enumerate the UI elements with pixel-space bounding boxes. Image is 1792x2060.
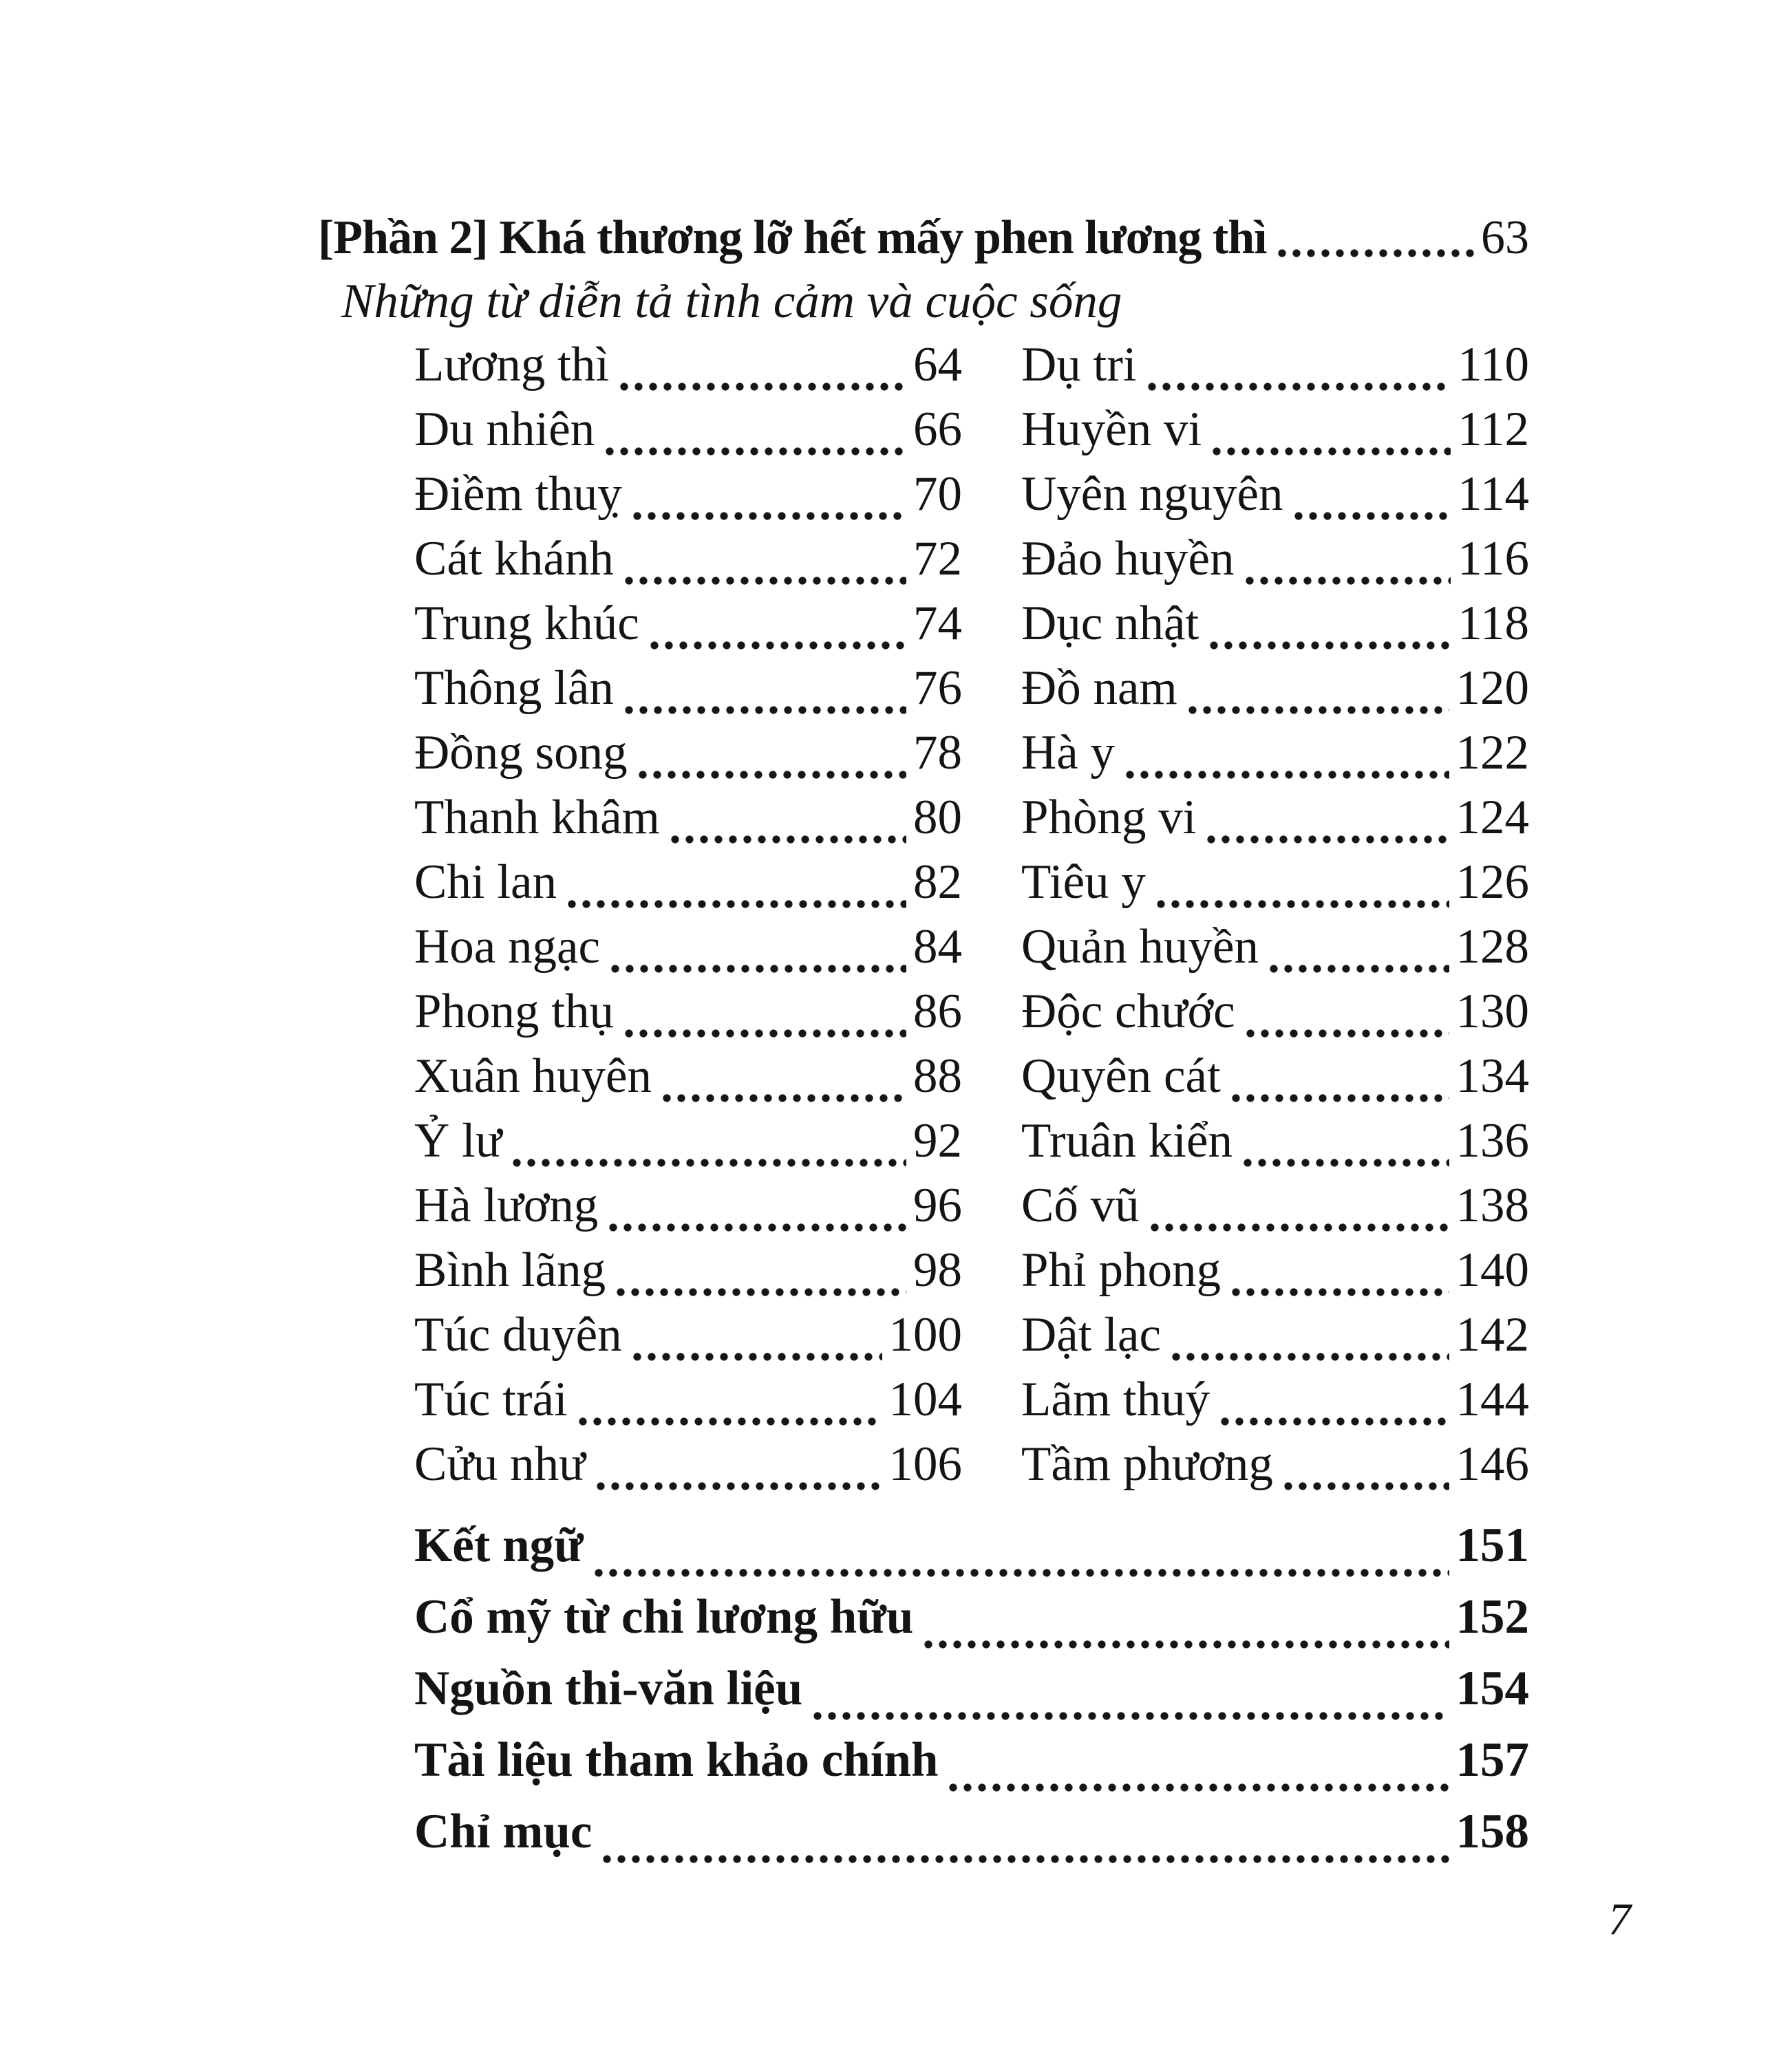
toc-entry-page: 100 xyxy=(888,1308,962,1362)
dot-leader xyxy=(632,511,906,522)
toc-entry-term: Hà y xyxy=(1021,726,1116,780)
toc-entry-term: Đồng song xyxy=(414,726,628,780)
dot-leader xyxy=(1242,1157,1449,1168)
toc-entry-row xyxy=(1021,984,1529,1049)
toc-entry-row xyxy=(414,1243,962,1307)
dot-leader xyxy=(1155,899,1449,910)
toc-entry-page: 112 xyxy=(1458,403,1529,456)
dot-leader xyxy=(649,640,906,651)
toc-entry-term: Thanh khâm xyxy=(414,791,660,844)
toc-entry-row xyxy=(414,1661,1529,1732)
toc-entry-row xyxy=(1021,855,1529,919)
toc-entry-row xyxy=(414,1437,962,1501)
toc-entry-term: Túc trái xyxy=(414,1373,568,1426)
toc-entry-page: 140 xyxy=(1455,1243,1529,1297)
toc-entry-row xyxy=(414,790,962,855)
toc-entry-page: 146 xyxy=(1455,1437,1529,1491)
toc-entry-page: 88 xyxy=(913,1049,962,1103)
toc-entry-row xyxy=(1021,1243,1529,1307)
toc-entry-page: 80 xyxy=(913,791,962,844)
dot-leader xyxy=(595,1481,882,1492)
toc-entry-term: Đồ nam xyxy=(1021,661,1177,715)
toc-entry-term: Xuân huyên xyxy=(414,1049,652,1103)
dot-leader xyxy=(1171,1351,1449,1362)
toc-entry-term: Phỉ phong xyxy=(1021,1243,1221,1297)
dot-leader xyxy=(604,446,906,457)
toc-entry-page: 66 xyxy=(913,403,962,456)
toc-entry-row xyxy=(414,402,962,466)
toc-entry-page: 92 xyxy=(913,1114,962,1168)
toc-entry-term: Uyên nguyên xyxy=(1021,467,1283,521)
toc-entry-page: 122 xyxy=(1455,726,1529,780)
toc-entry-page: 151 xyxy=(1455,1519,1529,1572)
section-subtitle: Những từ diễn tả tình cảm và cuộc sống xyxy=(341,275,1122,328)
toc-footer-list xyxy=(414,1518,1529,1876)
dot-leader xyxy=(601,1854,1449,1865)
toc-entry-row xyxy=(414,337,962,402)
toc-entry-term: Cát khánh xyxy=(414,532,614,586)
toc-entry-row xyxy=(414,1178,962,1243)
dot-leader xyxy=(1277,248,1474,259)
toc-entry-row xyxy=(414,1804,1529,1876)
toc-entry-row xyxy=(1021,1307,1529,1372)
toc-entry-term: Cửu như xyxy=(414,1437,586,1491)
toc-entry-page: 110 xyxy=(1458,338,1529,391)
section-page-number: 63 xyxy=(1481,211,1529,264)
toc-entry-page: 144 xyxy=(1455,1373,1529,1426)
section-title-row xyxy=(318,206,1529,270)
toc-entry-row xyxy=(1021,531,1529,596)
toc-entry-term: Cổ mỹ từ chi lương hữu xyxy=(414,1590,914,1644)
toc-entry-row xyxy=(414,596,962,661)
toc-entry-row xyxy=(1021,1049,1529,1113)
toc-entry-page: 70 xyxy=(913,467,962,521)
dot-leader xyxy=(1283,1481,1449,1492)
dot-leader xyxy=(637,769,906,780)
toc-entry-page: 82 xyxy=(913,855,962,909)
toc-column-left xyxy=(414,337,962,1501)
toc-entry-page: 74 xyxy=(913,597,962,650)
toc-entry-term: Hoa ngạc xyxy=(414,920,601,974)
toc-entry-row xyxy=(414,855,962,919)
folio-page-number: 7 xyxy=(1608,1894,1631,1944)
toc-entry-page: 120 xyxy=(1455,661,1529,715)
toc-entry-page: 104 xyxy=(888,1373,962,1426)
dot-leader xyxy=(1230,1287,1449,1298)
dot-leader xyxy=(619,381,906,392)
dot-leader xyxy=(661,1093,906,1104)
toc-entry-row xyxy=(414,1307,962,1372)
toc-entry-term: Túc duyên xyxy=(414,1308,622,1362)
toc-entry-row xyxy=(414,1518,1529,1589)
dot-leader xyxy=(608,1222,906,1233)
toc-entry-row xyxy=(1021,1372,1529,1437)
toc-entry-term: Quyên cát xyxy=(1021,1049,1221,1103)
dot-leader xyxy=(1124,769,1449,780)
toc-entry-term: Dụ tri xyxy=(1021,338,1137,391)
toc-entry-term: Độc chước xyxy=(1021,985,1235,1038)
dot-leader xyxy=(615,1287,906,1298)
dot-leader xyxy=(632,1351,882,1362)
dot-leader xyxy=(1293,511,1451,522)
toc-entry-row xyxy=(414,661,962,725)
toc-entry-page: 157 xyxy=(1455,1733,1529,1787)
toc-entry-row xyxy=(414,1049,962,1113)
dot-leader xyxy=(670,834,906,845)
toc-entry-term: Kết ngữ xyxy=(414,1519,584,1572)
dot-leader xyxy=(623,705,906,716)
toc-entry-row xyxy=(1021,661,1529,725)
dot-leader xyxy=(577,1416,882,1427)
toc-entry-page: 158 xyxy=(1455,1805,1529,1858)
toc-entry-page: 134 xyxy=(1455,1049,1529,1103)
dot-leader xyxy=(623,575,906,586)
toc-entry-term: Ỷ lư xyxy=(414,1114,502,1168)
toc-entry-page: 64 xyxy=(913,338,962,391)
table-of-contents xyxy=(318,206,1529,1876)
toc-entry-row xyxy=(414,466,962,531)
toc-entry-row xyxy=(414,531,962,596)
toc-entry-row xyxy=(1021,337,1529,402)
toc-entry-row xyxy=(1021,1178,1529,1243)
toc-entry-term: Điềm thuỵ xyxy=(414,467,622,521)
toc-entry-page: 116 xyxy=(1458,532,1529,586)
toc-entry-row xyxy=(1021,725,1529,790)
toc-entry-term: Phòng vi xyxy=(1021,791,1197,844)
toc-entry-term: Lương thì xyxy=(414,338,610,391)
toc-entry-page: 86 xyxy=(913,985,962,1038)
toc-entry-term: Lãm thuý xyxy=(1021,1373,1210,1426)
toc-entry-page: 98 xyxy=(913,1243,962,1297)
dot-leader xyxy=(1211,446,1451,457)
toc-entry-term: Chi lan xyxy=(414,855,557,909)
dot-leader xyxy=(610,963,906,974)
toc-entry-page: 130 xyxy=(1455,985,1529,1038)
toc-column-right xyxy=(1021,337,1529,1501)
toc-entry-term: Phong thụ xyxy=(414,985,614,1038)
toc-entry-row xyxy=(1021,1437,1529,1501)
dot-leader xyxy=(1219,1416,1449,1427)
dot-leader xyxy=(566,899,906,910)
toc-entry-page: 126 xyxy=(1455,855,1529,909)
dot-leader xyxy=(948,1782,1449,1793)
toc-entry-term: Hà lương xyxy=(414,1179,599,1232)
toc-entry-term: Bình lãng xyxy=(414,1243,606,1297)
toc-entry-row xyxy=(1021,466,1529,531)
dot-leader xyxy=(1244,575,1451,586)
toc-entry-page: 96 xyxy=(913,1179,962,1232)
toc-entry-term: Tiêu y xyxy=(1021,855,1146,909)
dot-leader xyxy=(1187,705,1449,716)
toc-entry-row xyxy=(414,1589,1529,1661)
toc-entry-page: 154 xyxy=(1455,1662,1529,1715)
toc-entry-term: Tài liệu tham khảo chính xyxy=(414,1733,939,1787)
toc-entry-page: 106 xyxy=(888,1437,962,1491)
dot-leader xyxy=(812,1710,1449,1721)
toc-entry-term: Dục nhật xyxy=(1021,597,1199,650)
toc-entry-page: 118 xyxy=(1458,597,1529,650)
dot-leader xyxy=(1230,1093,1449,1104)
toc-entry-term: Du nhiên xyxy=(414,403,595,456)
toc-entry-page: 114 xyxy=(1458,467,1529,521)
toc-entry-row xyxy=(1021,919,1529,984)
dot-leader xyxy=(1146,381,1451,392)
section-title: [Phần 2] Khá thương lỡ hết mấy phen lương thì xyxy=(318,211,1267,264)
toc-entry-page: 142 xyxy=(1455,1308,1529,1362)
dot-leader xyxy=(623,1028,906,1039)
toc-entry-row xyxy=(414,984,962,1049)
toc-entry-term: Truân kiển xyxy=(1021,1114,1233,1168)
toc-entry-row xyxy=(414,725,962,790)
toc-entry-row xyxy=(1021,596,1529,661)
toc-entry-row xyxy=(414,1113,962,1178)
toc-entry-term: Đảo huyền xyxy=(1021,532,1235,586)
toc-entry-term: Tầm phương xyxy=(1021,1437,1273,1491)
toc-entry-row xyxy=(1021,1113,1529,1178)
toc-entry-page: 76 xyxy=(913,661,962,715)
toc-entry-page: 78 xyxy=(913,726,962,780)
dot-leader xyxy=(1208,640,1451,651)
toc-entry-term: Dật lạc xyxy=(1021,1308,1162,1362)
toc-entry-page: 136 xyxy=(1455,1114,1529,1168)
dot-leader xyxy=(1206,834,1449,845)
dot-leader xyxy=(1268,963,1449,974)
toc-entry-term: Quản huyền xyxy=(1021,920,1259,974)
toc-entry-page: 138 xyxy=(1455,1179,1529,1232)
dot-leader xyxy=(511,1157,906,1168)
toc-entry-row xyxy=(1021,790,1529,855)
dot-leader xyxy=(1149,1222,1449,1233)
toc-entry-term: Huyền vi xyxy=(1021,403,1202,456)
toc-entry-row xyxy=(414,1372,962,1437)
toc-entry-row xyxy=(414,919,962,984)
toc-entry-term: Thông lân xyxy=(414,661,614,715)
dot-leader xyxy=(923,1639,1449,1650)
dot-leader xyxy=(593,1567,1449,1578)
dot-leader xyxy=(1245,1028,1449,1039)
toc-entries xyxy=(414,337,1529,1501)
toc-entry-page: 124 xyxy=(1455,791,1529,844)
toc-entry-term: Nguồn thi-văn liệu xyxy=(414,1662,803,1715)
toc-entry-page: 84 xyxy=(913,920,962,974)
toc-entry-page: 72 xyxy=(913,532,962,586)
toc-entry-page: 152 xyxy=(1455,1590,1529,1644)
toc-entry-term: Chỉ mục xyxy=(414,1805,593,1858)
toc-entry-row xyxy=(414,1732,1529,1804)
toc-entry-term: Trung khúc xyxy=(414,597,639,650)
toc-entry-term: Cố vũ xyxy=(1021,1179,1140,1232)
toc-entry-page: 128 xyxy=(1455,920,1529,974)
toc-entry-row xyxy=(1021,402,1529,466)
